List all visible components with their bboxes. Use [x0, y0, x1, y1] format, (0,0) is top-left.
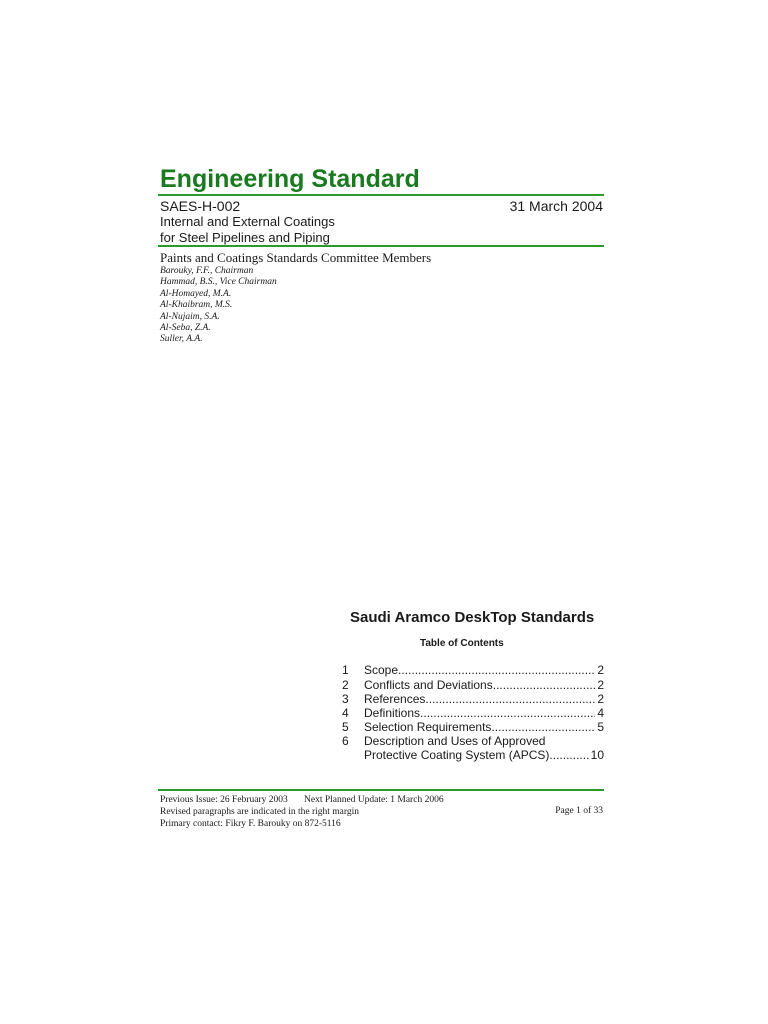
committee-heading: Paints and Coatings Standards Committee Members — [160, 250, 432, 265]
toc-label: Definitions — [364, 706, 421, 720]
toc-page: 2 — [597, 692, 604, 706]
standard-code: SAES-H-002 — [160, 198, 241, 214]
toc-entry-scope[interactable] — [364, 663, 604, 677]
previous-issue: Previous Issue: 26 February 2003 — [160, 795, 288, 805]
page-number: Page 1 of 33 — [555, 806, 603, 816]
committee-member: Barouky, F.F., Chairman — [160, 266, 254, 276]
toc-page: 2 — [597, 678, 604, 692]
subtitle-rule — [158, 245, 604, 247]
footer-rule — [158, 789, 604, 791]
toc-entry-references[interactable] — [364, 692, 604, 706]
toc-number: 1 — [342, 663, 349, 677]
toc-page: 5 — [597, 720, 604, 734]
committee-member: Al-Khaibram, M.S. — [160, 300, 233, 310]
committee-member: Al-Seba, Z.A. — [160, 323, 211, 333]
committee-member: Suller, A.A. — [160, 334, 203, 344]
toc-label: Conflicts and Deviations — [364, 678, 493, 692]
committee-member: Hammad, B.S., Vice Chairman — [160, 277, 277, 287]
toc-entry-apcs[interactable] — [364, 748, 604, 762]
toc-number: 5 — [342, 720, 349, 734]
toc-number: 6 — [342, 734, 349, 748]
toc-page: 4 — [597, 706, 604, 720]
toc-heading: Table of Contents — [420, 638, 504, 649]
subtitle-line-2: for Steel Pipelines and Piping — [160, 230, 330, 245]
toc-entry-selection[interactable] — [364, 720, 604, 734]
toc-number: 2 — [342, 678, 349, 692]
toc-entry-definitions[interactable] — [364, 706, 604, 720]
toc-entry-description-line1[interactable]: Description and Uses of Approved — [364, 734, 546, 748]
issue-date: 31 March 2004 — [509, 198, 603, 214]
revised-note: Revised paragraphs are indicated in the right margin — [160, 807, 359, 817]
toc-page: 2 — [597, 663, 604, 677]
document-title: Engineering Standard — [160, 165, 420, 193]
committee-member: Al-Homayed, M.A. — [160, 289, 232, 299]
committee-member: Al-Nujaim, S.A. — [160, 312, 220, 322]
toc-label: Selection Requirements — [364, 720, 492, 734]
subtitle-line-1: Internal and External Coatings — [160, 214, 335, 229]
desktop-standards-brand: Saudi Aramco DeskTop Standards — [350, 609, 595, 626]
toc-number: 4 — [342, 706, 349, 720]
title-rule — [158, 194, 604, 196]
toc-label: Protective Coating System (APCS) — [364, 748, 550, 762]
toc-page: 10 — [590, 748, 604, 762]
toc-label: References — [364, 692, 426, 706]
primary-contact: Primary contact: Fikry F. Barouky on 872-5116 — [160, 819, 341, 829]
toc-label: Scope — [364, 663, 399, 677]
toc-number: 3 — [342, 692, 349, 706]
toc-entry-conflicts[interactable] — [364, 678, 604, 692]
next-update: Next Planned Update: 1 March 2006 — [304, 795, 444, 805]
